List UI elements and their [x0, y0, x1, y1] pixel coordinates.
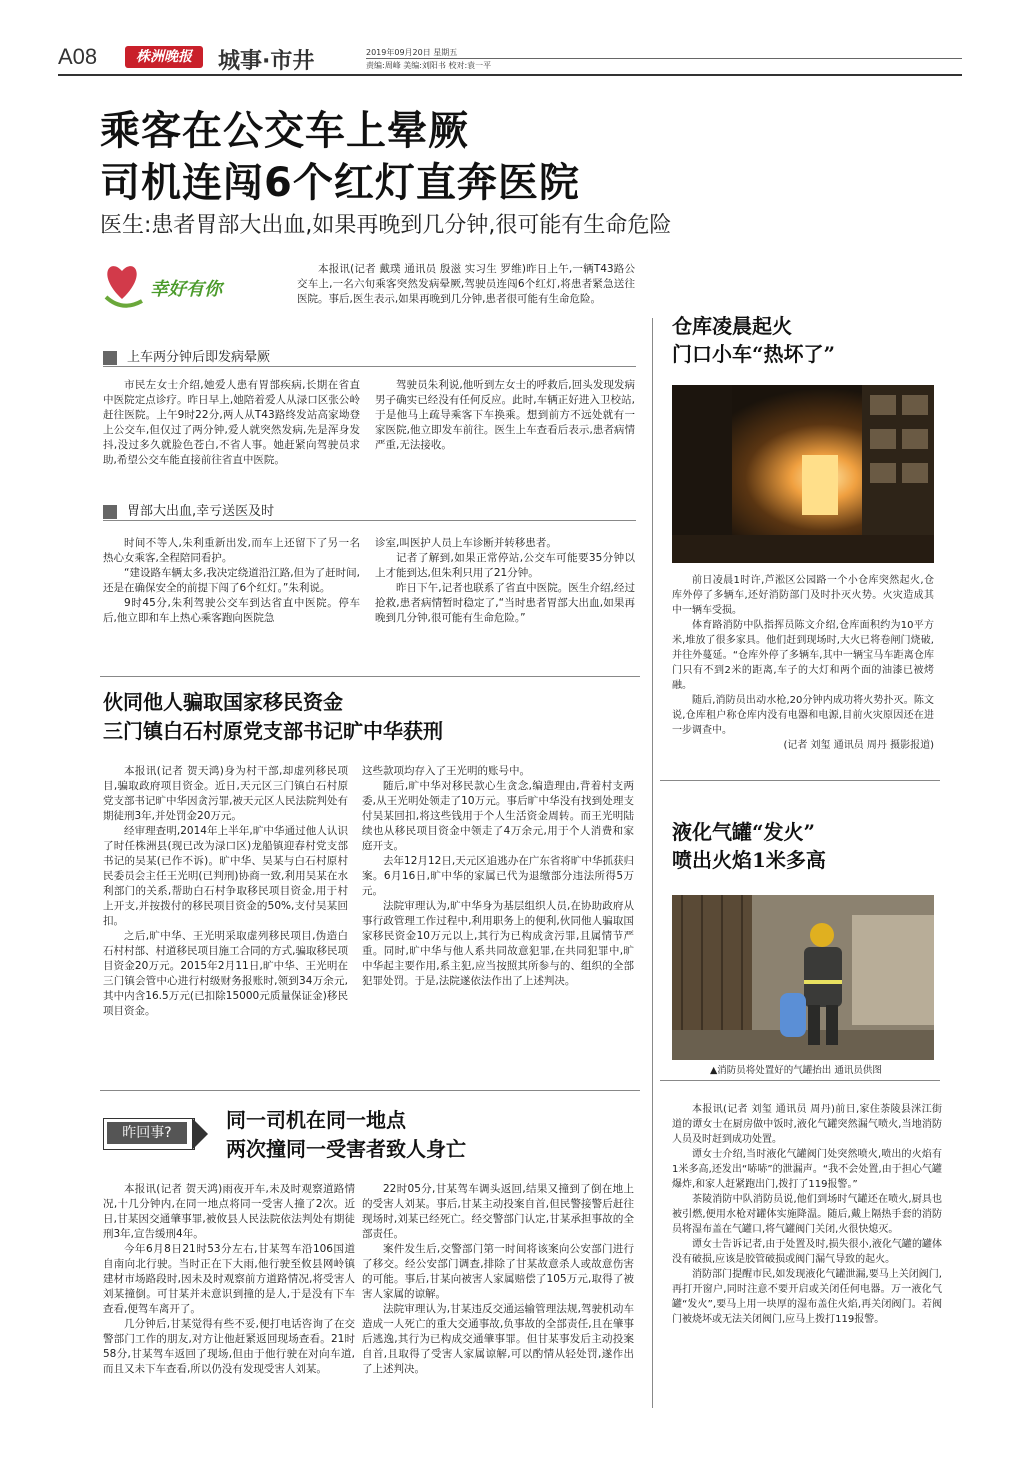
- article3-title-line2: 两次撞同一受害者致人身亡: [226, 1137, 466, 1161]
- s2-column2: [375, 536, 635, 626]
- article-divider: [100, 1090, 640, 1091]
- side2-paragraph: 谭女士告诉记者,由于处置及时,损失很小,液化气罐的罐体没有破损,应该是胶管破损或阀门漏气导致的起火。: [672, 1239, 942, 1265]
- lead-headline: [100, 105, 580, 209]
- column-divider: [652, 318, 653, 1408]
- side1-title-line1: 仓库凌晨起火: [672, 314, 792, 338]
- side2-paragraph: 消防部门提醒市民,如发现液化气罐泄漏,要马上关闭阀门,再打开窗户,同时注意不要开启或关闭任何电器。万一液化气罐“发火”,要马上用一块厚的湿布盖住火焰,再关闭阀门。若阀门被烧坏或无法关闭阀门,应马上拨打119报警。: [672, 1269, 942, 1325]
- lead-title-line1: 乘客在公交车上晕厥: [100, 108, 469, 154]
- firefighter-photo: [672, 895, 934, 1060]
- s2-col2-p3: 昨日下午,记者也联系了省直中医院。医生介绍,经过抢救,患者病情暂时稳定了,“当时患者胃部大出血,如果再晚到几分钟,很可能有生命危险。”: [375, 582, 635, 624]
- header-divider: [366, 58, 962, 59]
- s1-col1-text: 市民左女士介绍,她爱人患有胃部疾病,长期在省直中医院定点诊疗。昨日早上,她陪着爱人从渌口区张公岭赶往医院。上午9时22分,两人从T43路终发站高家坳登上公交车,但仅过了两分钟,爱人就突然发病,先是浑身发抖,没过多久就脸色苍白,不省人事。她赶紧向驾驶员求助,希望公交车能直接前往省直中医院。: [103, 379, 360, 466]
- lead-subtitle: 医生:患者胃部大出血,如果再晚到几分钟,很可能有生命危险: [100, 213, 672, 238]
- section2-rule: [103, 520, 636, 521]
- section1-heading-text: 上车两分钟后即发病晕厥: [127, 350, 271, 365]
- side1-paragraph: 体育路消防中队指挥员陈文介绍,仓库面积约为10平方米,堆放了很多家具。他们赶到现场时,大火已将卷闸门烧破,并往外蔓延。“仓库外停了多辆车,其中一辆宝马车距离仓库门只有不到2米的距离,车子的大灯和两个面的油漆已被烤融。: [672, 620, 934, 691]
- article2-column1: [103, 764, 348, 1019]
- article2-paragraph: 之后,旷中华、王光明采取虚列移民项目,伪造白石村村部、村道移民项目施工合同的方式,骗取移民项目资金20万元。2015年2月11日,旷中华、王光明在三门镇会管中心进行村级财务报账时,领到34万余元,其中内含16.5万元(已扣除15000元质量保证金)移民项目资金。: [103, 930, 348, 1017]
- article3-headline: [226, 1106, 466, 1164]
- s2-col1-p3: 9时45分,朱利驾驶公交车到达省直中医院。停车后,他立即和车上热心乘客跑向医院急: [103, 597, 360, 624]
- s2-col2-p2: 记者了解到,如果正常停站,公交车可能要35分钟以上才能到达,但朱利只用了21分钟。: [375, 552, 635, 579]
- article3-column2: [362, 1182, 634, 1377]
- lead-intro-text: 本报讯(记者 戴璞 通讯员 殷滋 实习生 罗维)昨日上午,一辆T43路公交车上,一名六旬乘客突然发病晕厥,驾驶员连闯6个红灯,将患者紧急送往医院。事后,医生表示,如果再晚到几分钟,患者很可能有生命危险。: [297, 263, 635, 305]
- lead-title-line2: 司机连闯6个红灯直奔医院: [100, 160, 580, 206]
- s2-col1-p1: 时间不等人,朱利重新出发,而车上还留下了另一名热心女乘客,全程陪同看护。: [103, 537, 360, 564]
- article2-paragraph: 本报讯(记者 贺天鸿)身为村干部,却虚列移民项目,骗取政府项目资金。近日,天元区三门镇白石村原党支部书记旷中华因贪污罪,被天元区人民法院判处有期徒刑3年,并处罚金20万元。: [103, 765, 348, 822]
- photo-caption: ▲消防员将处置好的气罐抬出 通讯员供图: [710, 1065, 882, 1076]
- bullet-square-icon: [103, 505, 117, 519]
- side2-paragraph: 本报讯(记者 刘玺 通讯员 周丹)前日,家住荼陵县洣江街道的谭女士在厨房做中饭时,液化气罐突然漏气喷火,当地消防人员及时赶到成功处置。: [672, 1104, 942, 1145]
- article2-column2: [362, 764, 634, 989]
- side1-paragraph: 前日凌晨1时许,芦淞区公园路一个小仓库突然起火,仓库外停了多辆车,还好消防部门及时扑灭火势。火灾造成其中一辆车受损。: [672, 575, 934, 616]
- header-rule: [58, 74, 962, 76]
- caption-rule: [660, 1080, 940, 1081]
- s2-col1-p2: “建设路车辆太多,我决定绕道沿江路,但为了赶时间,还是在确保安全的前提下闯了6个红灯。”朱利说。: [103, 567, 360, 594]
- section2-heading-text: 胃部大出血,幸亏送医及时: [127, 504, 275, 519]
- side2-title-line2: 喷出火焰1米多高: [672, 848, 826, 872]
- side1-headline: [672, 312, 835, 368]
- badge-arrow-icon: [192, 1118, 208, 1150]
- side2-title-line1: 液化气罐“发火”: [672, 820, 816, 844]
- side1-body: [672, 573, 934, 753]
- article2-paragraph: 这些款项均存入了王光明的账号中。: [362, 765, 530, 777]
- newspaper-logo: 株洲晚报: [125, 46, 203, 68]
- warehouse-fire-photo: [672, 385, 934, 563]
- article3-paragraph: 案件发生后,交警部门第一时间将该案向公安部门进行了移交。经公安部门调查,排除了甘某故意杀人或故意伤害的可能。事后,甘某向被害人家属赔偿了105万元,取得了被害人家属的谅解。: [362, 1243, 634, 1300]
- bullet-square-icon: [103, 351, 117, 365]
- article3-title-line1: 同一司机在同一地点: [226, 1108, 406, 1132]
- article3-paragraph: 几分钟后,甘某觉得有些不妥,便打电话咨询了在交警部门工作的朋友,对方让他赶紧返回现场查看。21时58分,甘某驾车返回了现场,但由于他行驶在对向车道,而且又未下车查看,所以仍没有发现受害人刘某。: [103, 1318, 355, 1375]
- article2-paragraph: 经审理查明,2014年上半年,旷中华通过他人认识了时任株洲县(现已改为渌口区)龙船镇迎春村党支部书记的吴某(已作不诉)。旷中华、吴某与白石村原村民委员会主任王光明(已判刑)协商一致,利用吴某在水利部门的关系,帮助白石村争取移民项目资金,用于村上开支,并按拨付的移民项目资金的50%,支付吴某回扣。: [103, 825, 348, 927]
- article3-paragraph: 今年6月8日21时53分左右,甘某驾车沿106国道自南向北行驶。当时正在下大雨,他行驶至攸县网岭镇建材市场路段时,因未及时观察前方道路情况,将受害人刘某撞倒。可甘某并未意识到撞的是人,于是没有下车查看,便驾车离开了。: [103, 1243, 355, 1315]
- side2-body: [672, 1102, 942, 1327]
- article3-column1: [103, 1182, 355, 1377]
- issue-date: 2019年09月20日 星期五: [366, 48, 458, 57]
- article2-paragraph: 随后,旷中华对移民款心生贪念,编造理由,背着村支两委,从王光明处领走了10万元。事后旷中华没有找到处理支付吴某回扣,将这些钱用于个人生活资金周转。而王光明陆续也从移民项目资金中领走了4万余元,用于个人消费和家庭开支。: [362, 780, 634, 852]
- s2-col2-p1: 诊室,叫医护人员上车诊断并转移患者。: [375, 537, 557, 549]
- article2-paragraph: 去年12月12日,天元区追逃办在广东省将旷中华抓获归案。6月16日,旷中华的家属已代为退缴部分违法所得5万元。: [362, 855, 634, 897]
- article3-paragraph: 法院审理认为,甘某违反交通运输管理法规,驾驶机动车造成一人死亡的重大交通事故,负事故的全部责任,且在肇事后逃逸,其行为已构成交通肇事罪。但甘某事发后主动投案自首,且取得了受害人家属谅解,可以酌情从轻处罚,遂作出了上述判决。: [362, 1303, 634, 1375]
- section1-rule: [103, 366, 636, 367]
- lead-intro: [297, 262, 635, 307]
- article2-title-line1: 伙同他人骗取国家移民资金: [103, 690, 343, 714]
- section1-heading: [103, 346, 270, 365]
- s1-column1: [103, 378, 360, 468]
- side2-paragraph: 谭女士介绍,当时液化气罐阀门处突然喷火,喷出的火焰有1米多高,还发出“哧哧”的泄漏声。“我不会处置,由于担心气罐爆炸,和家人赶紧跑出门,拨打了119报警。”: [672, 1149, 942, 1190]
- article3-paragraph: 本报讯(记者 贺天鸿)雨夜开车,未及时观察道路情况,十几分钟内,在同一地点将同一受害人撞了2次。近日,甘某因交通肇事罪,被攸县人民法院依法判处有期徒刑3年,宣告缓刑4年。: [103, 1183, 355, 1240]
- article2-headline: [103, 688, 443, 746]
- side1-paragraph: 随后,消防员出动水枪,20分钟内成功将火势扑灭。陈文说,仓库租户称仓库内没有电器和电源,目前火灾原因还在进一步调查中。: [672, 695, 934, 736]
- column-badge: 昨回事?: [107, 1122, 187, 1144]
- side2-headline: [672, 818, 826, 874]
- s1-column2: [375, 378, 635, 453]
- column-logo-text: 幸好有你: [150, 279, 222, 300]
- side1-credit: (记者 刘玺 通讯员 周丹 摄影报道): [783, 740, 934, 751]
- side2-paragraph: 茶陵消防中队消防员说,他们到场时气罐还在喷火,厨具也被引燃,便用水枪对罐体实施降温。随后,戴上隔热手套的消防员将湿布盖在气罐口,将气罐阀门关闭,火很快熄灭。: [672, 1194, 942, 1235]
- article-divider: [100, 676, 640, 677]
- sidebar-divider: [660, 780, 940, 781]
- section-title: 城事·市井: [218, 49, 315, 74]
- page-number: A08: [58, 44, 98, 69]
- article2-title-line2: 三门镇白石村原党支部书记旷中华获刑: [103, 719, 443, 743]
- s1-col2-text: 驾驶员朱利说,他听到左女士的呼救后,回头发现发病男子确实已经没有任何反应。此时,车辆正好进入卫校站,于是他马上疏导乘客下车换乘。想到前方不远处就有一家医院,他立即发车前往。医生上车查看后表示,患者病情严重,无法接收。: [375, 379, 635, 451]
- section2-heading: [103, 500, 274, 519]
- s2-column1: [103, 536, 360, 626]
- article2-paragraph: 法院审理认为,旷中华身为基层组织人员,在协助政府从事行政管理工作过程中,利用职务上的便利,伙同他人骗取国家移民资金10万元以上,其行为已构成贪污罪,且属情节严重。同时,旷中华与他人系共同故意犯罪,在共同犯罪中,旷中华起主要作用,系主犯,应当按照其所参与的、组织的全部犯罪处罚。于是,法院遂依法作出了上述判决。: [362, 900, 634, 987]
- editor-credits: 责编:周峰 美编:刘阳书 校对:袁一平: [366, 61, 492, 70]
- article3-paragraph: 22时05分,甘某驾车调头返回,结果又撞到了倒在地上的受害人刘某。事后,甘某主动投案自首,但民警接警后赶往现场时,刘某已经死亡。经交警部门认定,甘某承担事故的全部责任。: [362, 1183, 634, 1240]
- side1-title-line2: 门口小车“热坏了”: [672, 342, 836, 366]
